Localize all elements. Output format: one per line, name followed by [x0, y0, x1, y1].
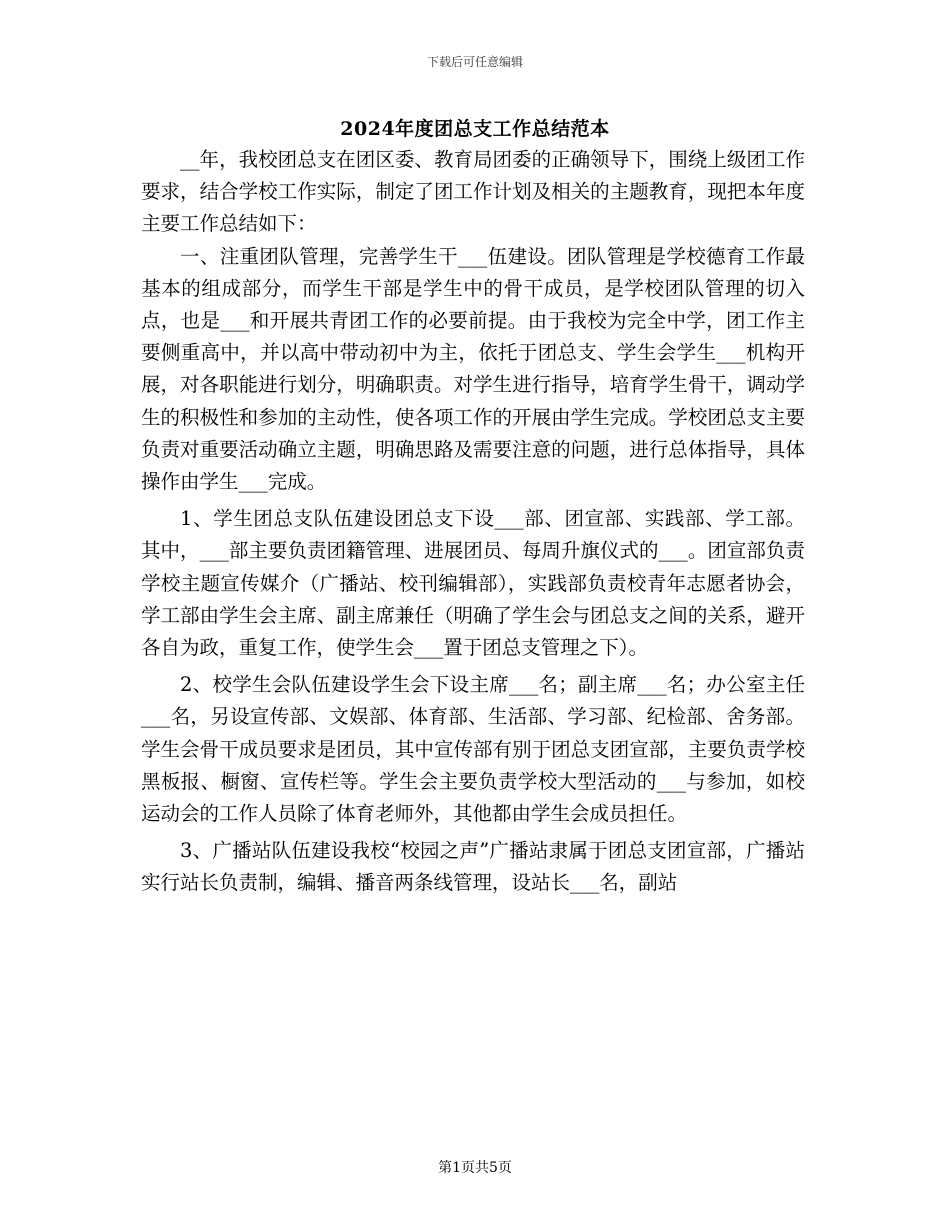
document-title: 2024年度团总支工作总结范本 [340, 118, 610, 140]
header-note: 下载后可任意编辑 [426, 55, 523, 69]
paragraph-item-1: 1、学生团总支队伍建设团总支下设___部、团宣部、实践部、学工部。其中，___部主要负责团籍管理、进展团员、每周升旗仪式的___。团宣部负责学校主题宣传媒介（广播站、校刊编辑部），实践部负责校青年志愿者协会，学工部由学生会主席、副主席兼任（明确了学生会与团总支之间的关系，避开各自为政，重复工作，使学生会___置于团总支管理之下）。 [141, 507, 805, 660]
document-body [141, 144, 805, 900]
paragraph-item-3: 3、广播站队伍建设我校“校园之声”广播站隶属于团总支团宣部，广播站实行站长负责制，编辑、播音两条线管理，设站长___名，副站 [141, 839, 805, 895]
page-footer: 第1页共5页 [438, 1160, 512, 1176]
paragraph-intro: __年，我校团总支在团区委、教育局团委的正确领导下，围绕上级团工作要求，结合学校工作实际，制定了团工作计划及相关的主题教育，现把本年度主要工作总结如下： [141, 148, 805, 236]
paragraph-item-2: 2、校学生会队伍建设学生会下设主席___名；副主席___名；办公室主任___名，另设宣传部、文娱部、体育部、生活部、学习部、纪检部、舍务部。学生会骨干成员要求是团员，其中宣传部有别于团总支团宣部，主要负责学校黑板报、橱窗、宣传栏等。学生会主要负责学校大型活动的___与参加，如校运动会的工作人员除了体育老师外，其他都由学生会成员担任。 [141, 673, 805, 826]
paragraph-section-1: 一、注重团队管理，完善学生干___伍建设。团队管理是学校德育工作最基本的组成部分，而学生干部是学生中的骨干成员，是学校团队管理的切入点，也是___和开展共青团工作的必要前提。由于我校为完全中学，团工作主要侧重高中，并以高中带动初中为主，依托于团总支、学生会学生___机构开展，对各职能进行划分，明确职责。对学生进行指导，培育学生骨干，调动学生的积极性和参加的主动性，使各项工作的开展由学生完成。学校团总支主要负责对重要活动确立主题，明确思路及需要注意的问题，进行总体指导，具体操作由学生___完成。 [141, 244, 805, 494]
